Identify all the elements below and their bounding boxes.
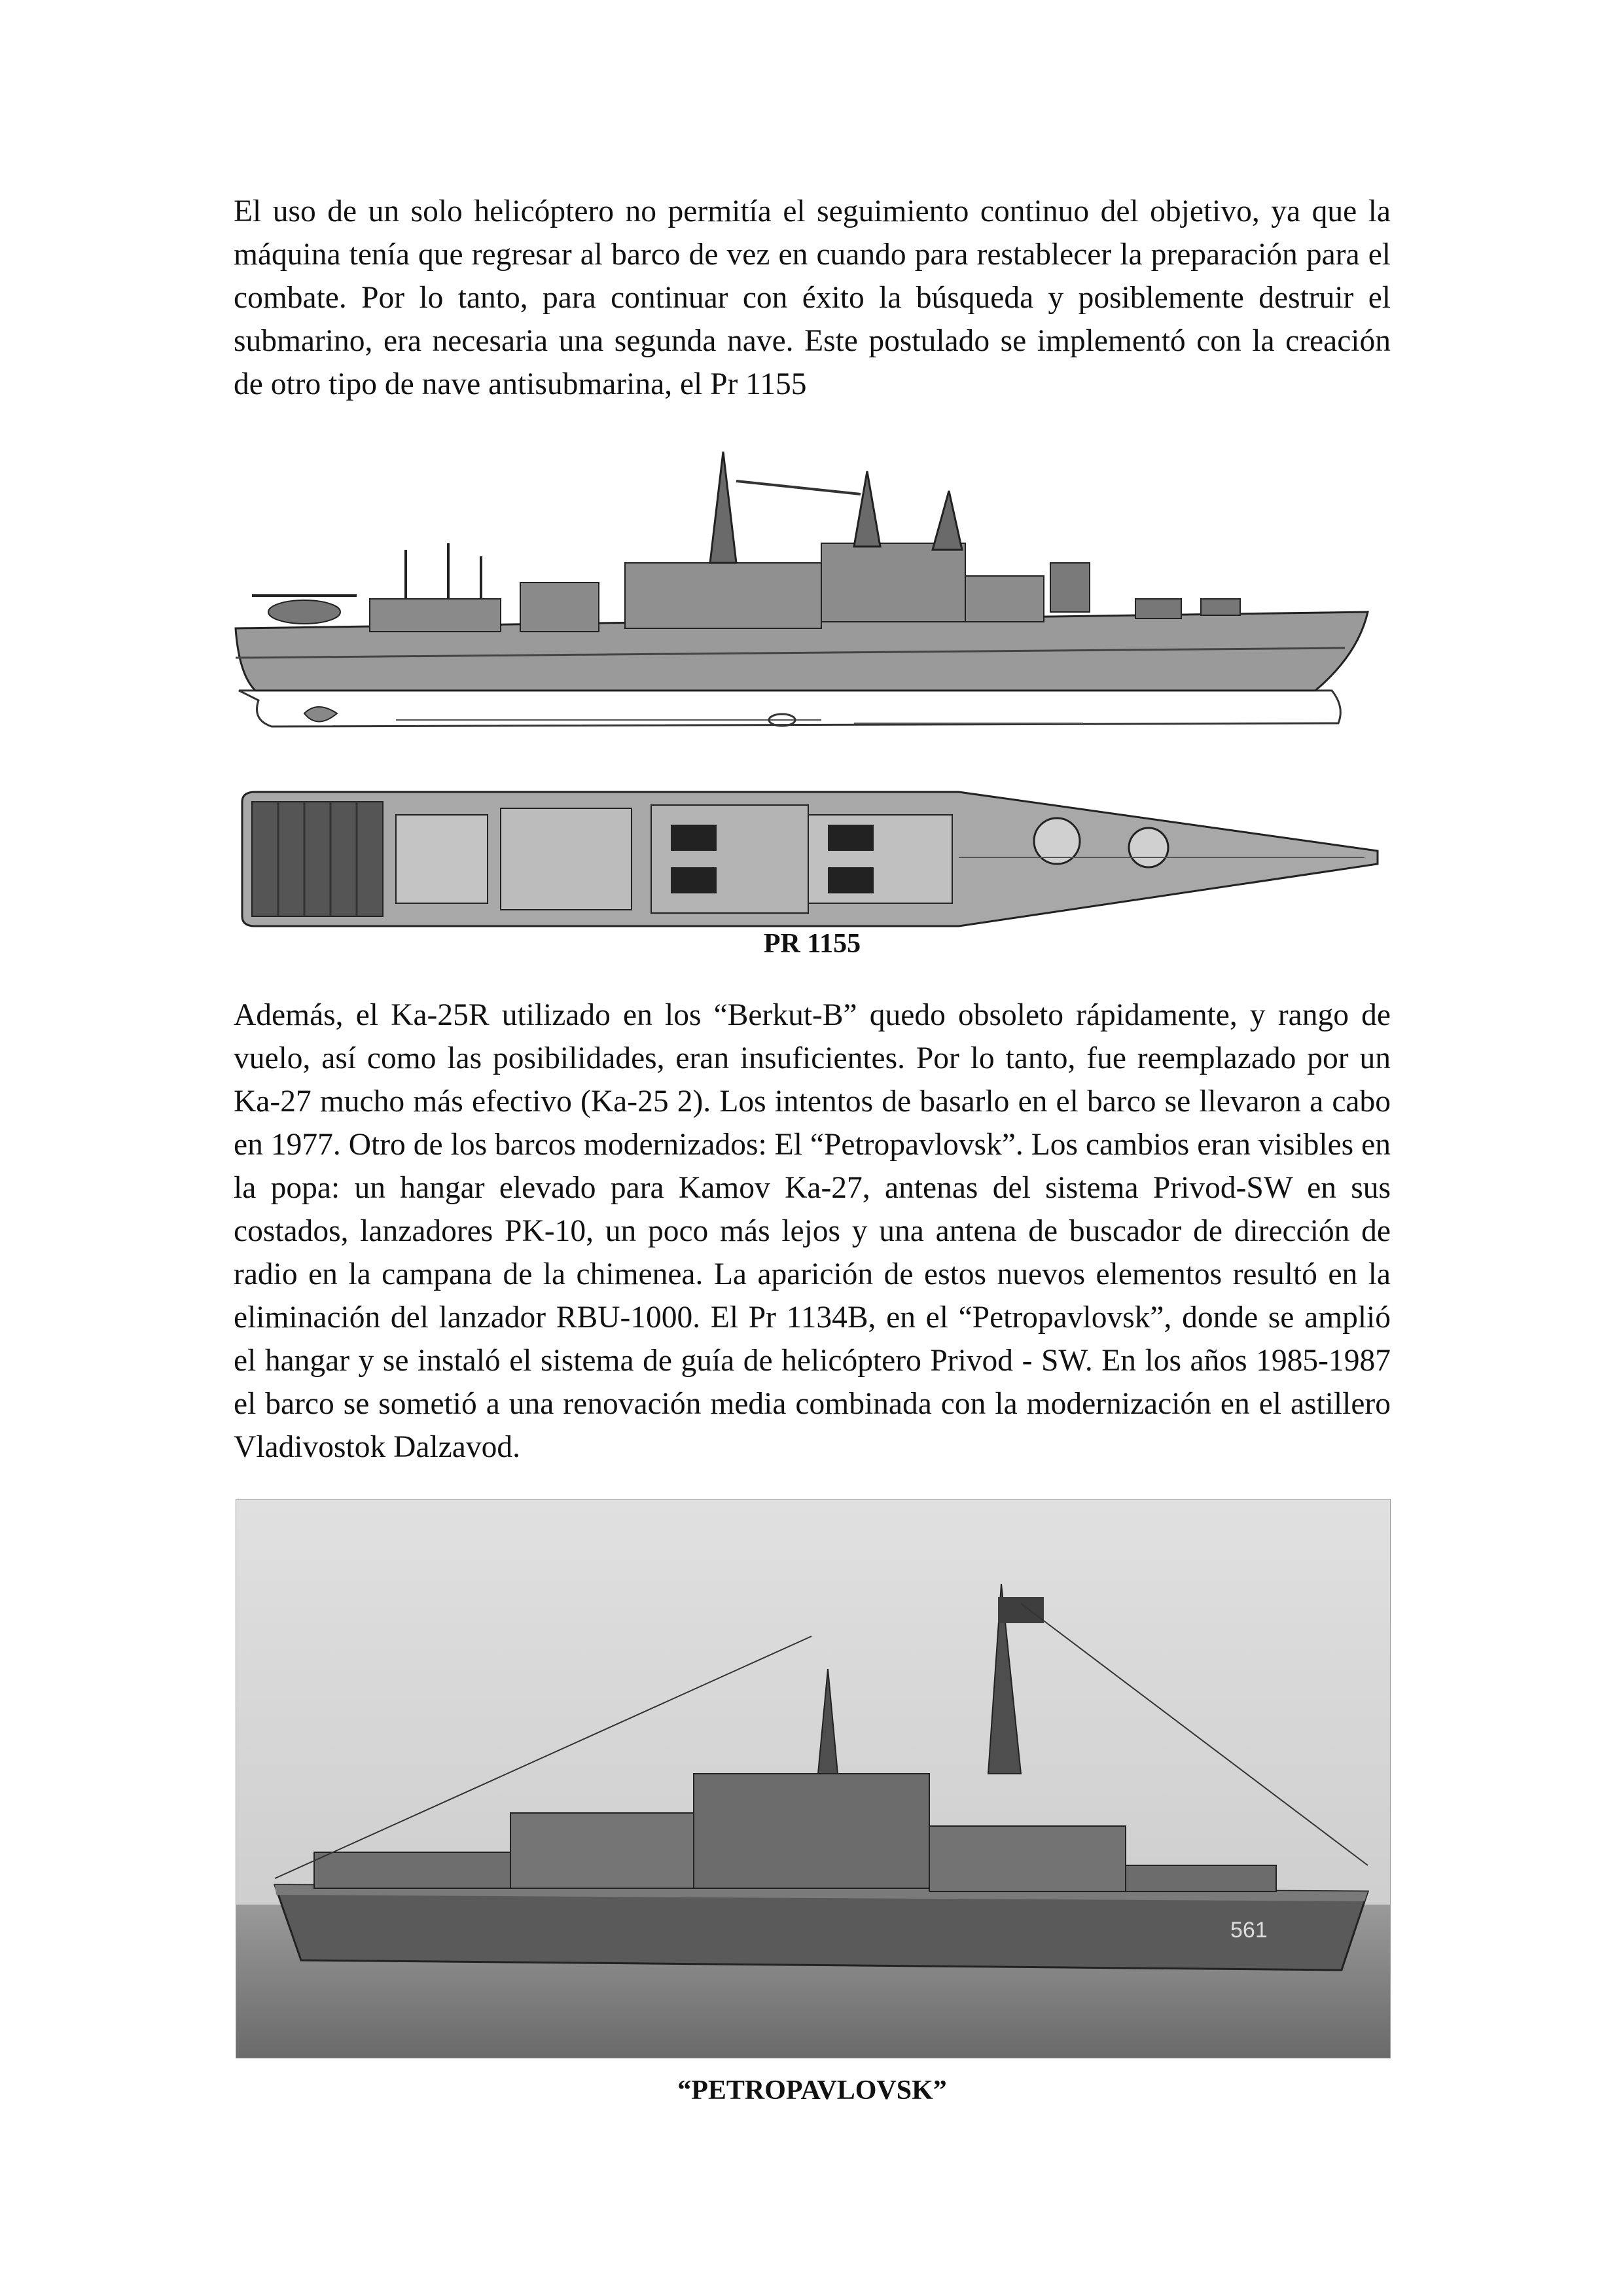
figure-caption-pr1155: PR 1155 xyxy=(763,929,861,959)
figure-caption-petropavlovsk: “PETROPAVLOVSK” xyxy=(677,2075,947,2106)
svg-text:561: 561 xyxy=(1230,1918,1268,1943)
paragraph-intro: El uso de un solo helicóptero no permitía el seguimiento continuo del objetivo, ya que la máquina tenía que regresar al barco de vez en cuando para restablecer la preparación para el combate. Por lo tanto, para continuar con éxito la búsqueda y posiblemente destruir el submarino, era necesaria una segunda nave. Este postulado se implementó con la creación de otro tipo de nave antisubmarina, el Pr 1155 xyxy=(234,194,1391,401)
paragraph-modernization: Además, el Ka-25R utilizado en los “Berkut-B” quedo obsoleto rápidamente, y rango de vuelo, así como las posibilidades, eran insuficientes. Por lo tanto, fue reemplazado por un Ka-27 mucho más efectivo (Ka-25 2). Los intentos de basarlo en el barco se llevaron a cabo en 1977. Otro de los barcos modernizados: El “Petropavlovsk”. Los cambios eran visibles en la popa: un hangar elevado para Kamov Ka-27, antenas del sistema Privod-SW en sus costados, lanzadores PK-10, un poco más lejos y una antena de buscador de dirección de radio en la campana de la chimenea. La aparición de estos nuevos elementos resultó en la eliminación del lanzador RBU-1000. El Pr 1134B, en el “Petropavlovsk”, donde se amplió el hangar y se instaló el sistema de guía de helicóptero Privod - SW. En los años 1985-1987 el barco se sometió a una renovación media combinada con la modernización en el astillero Vladivostok Dalzavod. xyxy=(234,998,1391,1464)
ship-profile-drawing xyxy=(232,432,1394,740)
petropavlovsk-photo xyxy=(236,1499,1391,2058)
ship-top-view-drawing xyxy=(239,789,1394,929)
